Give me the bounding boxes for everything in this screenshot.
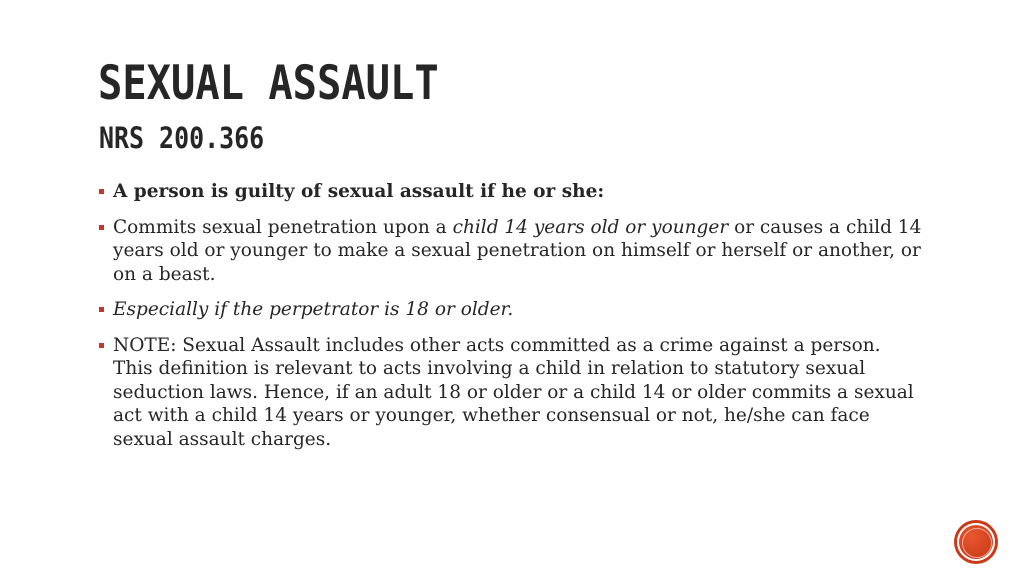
- bullet-text-italic: Especially if the perpetrator is 18 or older.: [113, 299, 514, 320]
- square-bullet-icon: [99, 307, 104, 312]
- bullet-text: or causes a child 14 years old or younger to make a sexual penetration on himself or herself or another, or on a beast.: [113, 216, 922, 285]
- nav-button-ring: [962, 528, 992, 558]
- bullet-text-italic: child 14 years old or younger: [452, 216, 729, 238]
- bullet-text: Commits sexual penetration upon a: [113, 216, 453, 238]
- square-bullet-icon: [99, 343, 104, 348]
- next-slide-circle-icon[interactable]: [957, 523, 995, 561]
- bullet-list: [96, 180, 926, 463]
- bullet-item: [96, 298, 926, 322]
- square-bullet-icon: [99, 225, 104, 230]
- slide-subtitle: NRS 200.366: [99, 121, 265, 155]
- slide-title: SEXUAL ASSAULT: [98, 56, 439, 111]
- bullet-text: A person is guilty of sexual assault if he or she:: [113, 181, 605, 202]
- bullet-item: [96, 334, 926, 452]
- square-bullet-icon: [99, 189, 104, 194]
- bullet-item: [96, 180, 926, 204]
- bullet-text: NOTE: Sexual Assault includes other acts committed as a crime against a person. This definition is relevant to acts involving a child in relation to statutory sexual seduction laws. Hence, if an adult 18 or older or a child 14 or older commits a sexual act with a child 14 years or younger, whether consensual or not, he/she can face sexual assault charges.: [113, 334, 914, 450]
- bullet-item: [96, 216, 926, 287]
